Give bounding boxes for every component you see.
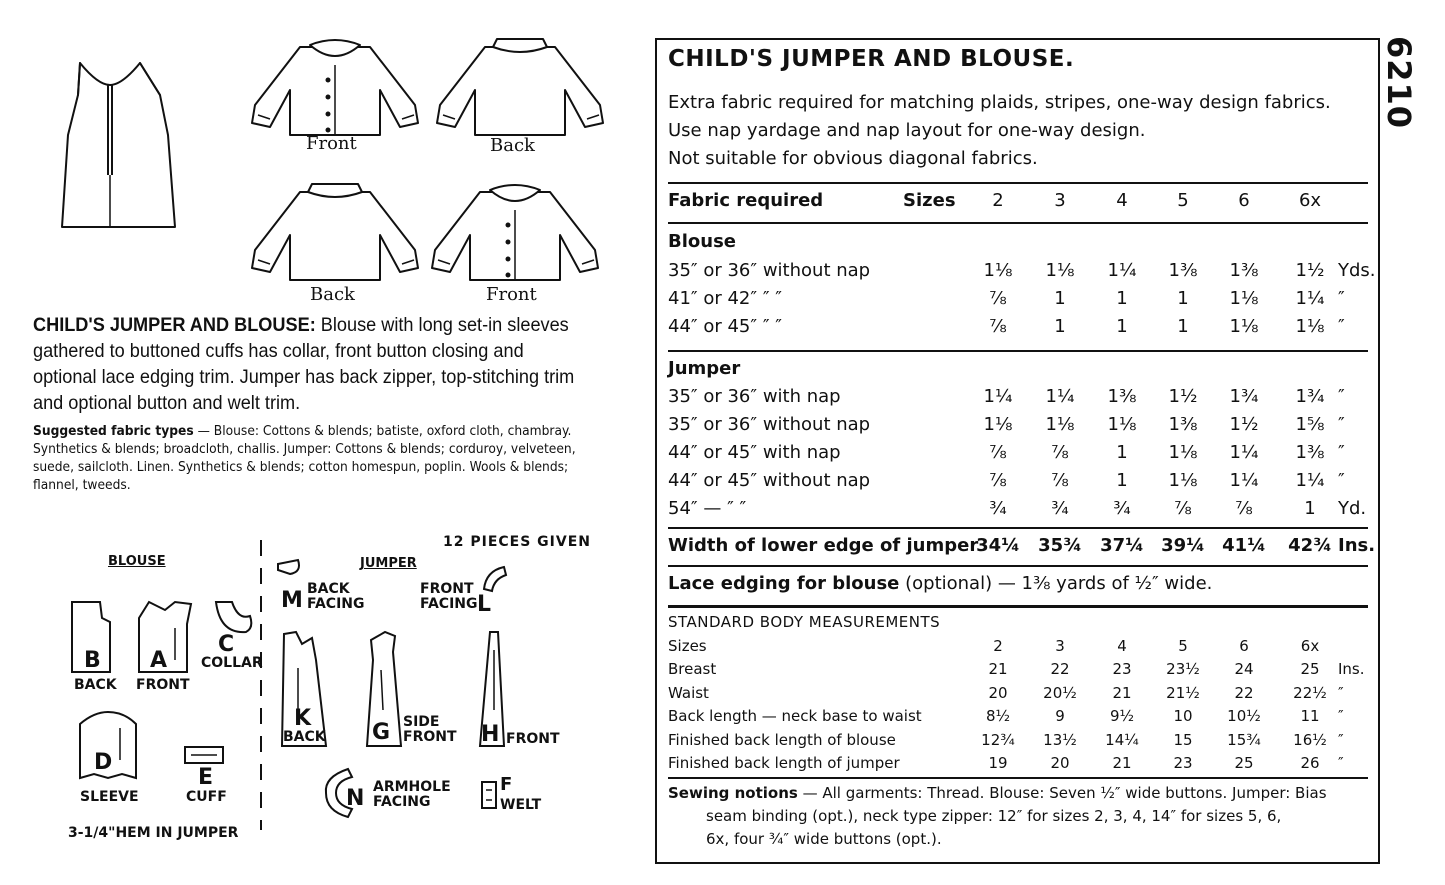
body-row-5-value-6: 26: [1300, 754, 1320, 772]
jumper-row-2-value-5: 1½: [1229, 414, 1259, 435]
size-header-value-5: 6: [1238, 190, 1250, 211]
body-row-3-value-1: 8½: [985, 707, 1011, 725]
caption-front-bottom: Front: [486, 284, 537, 305]
notions-text-1: — All garments: Thread. Blouse: Seven ½″ wide buttons. Jumper: Bias: [802, 784, 1327, 802]
piece-l-name-line1: FRONT: [420, 581, 474, 597]
notions-line-2: seam binding (opt.), neck type zipper: 12″ for sizes 2, 3, 4, 14″ for sizes 5, 6,: [706, 807, 1282, 825]
jumper-row-2-value-3: 1⅛: [1107, 414, 1137, 435]
piece-b-name: BACK: [74, 677, 117, 693]
blouse-row-2-value-4: 1: [1177, 288, 1189, 309]
body-row-5-value-4: 23: [1173, 754, 1193, 772]
jumper-row-1-value-6: 1¾: [1295, 386, 1325, 407]
jumper-row-3-value-3: 1: [1116, 442, 1128, 463]
notions-line-3: 6x, four ¾″ wide buttons (opt.).: [706, 830, 942, 848]
blouse-row-1-value-1: 1⅛: [983, 260, 1013, 281]
jumper-row-1-value-4: 1½: [1168, 386, 1198, 407]
chart-note-1: Extra fabric required for matching plaids, stripes, one-way design fabrics.: [668, 92, 1331, 113]
body-row-2-value-5: 22: [1234, 683, 1254, 702]
size-header-value-3: 4: [1116, 190, 1128, 211]
piece-d-name: SLEEVE: [80, 789, 139, 805]
jumper-row-4-value-3: 1: [1116, 470, 1128, 491]
jumper-heading: Jumper: [668, 358, 741, 379]
blouse-row-1-value-2: 1⅛: [1045, 260, 1075, 281]
blouse-row-3-unit: ″: [1338, 316, 1345, 337]
lace-row: [668, 573, 1212, 594]
lace-label: Lace edging for blouse: [668, 573, 900, 594]
body-row-3-value-4: 10: [1173, 707, 1193, 725]
chart-title-dot: .: [1064, 46, 1075, 72]
size-header-value-4: 5: [1177, 190, 1189, 211]
notions-label: Sewing notions: [668, 784, 798, 802]
chart-title: [668, 46, 1074, 72]
body-row-1-value-3: 23: [1112, 660, 1132, 678]
fabric-required-header: Fabric required: [668, 190, 824, 211]
body-row-5-label: Finished back length of jumper: [668, 754, 900, 772]
body-row-3-value-2: 9: [1055, 707, 1065, 725]
jumper-row-5-value-3: ¾: [1113, 498, 1131, 519]
body-row-2-value-2: 20½: [1043, 683, 1077, 702]
jumper-row-4-label: 44″ or 45″ without nap: [668, 470, 871, 491]
jumper-row-2-value-1: 1⅛: [983, 414, 1013, 435]
body-row-4-value-1: 12¾: [981, 730, 1015, 749]
body-row-2-unit: ″: [1338, 683, 1344, 702]
body-size-value-6: 6x: [1300, 637, 1320, 655]
piece-l-front-facing: [480, 565, 510, 595]
blouse-row-1-value-6: 1½: [1295, 260, 1325, 281]
piece-h-letter: H: [481, 722, 500, 747]
body-row-1-value-4: 23½: [1166, 660, 1200, 678]
piece-m-name-line2: FACING: [307, 596, 365, 612]
width-row-value-2: 35¾: [1038, 535, 1082, 556]
blouse-front-bottom-illustration: [420, 180, 610, 285]
pieces-count: 12 PIECES GIVEN: [443, 534, 591, 550]
fabric-types: [33, 422, 588, 494]
body-size-value-1: 2: [993, 637, 1003, 655]
piece-c-name: COLLAR: [201, 655, 263, 671]
blouse-back-top-illustration: [425, 35, 615, 140]
body-row-5-value-2: 20: [1050, 754, 1070, 772]
blouse-row-3-value-6: 1⅛: [1295, 316, 1325, 337]
rule-width: [668, 565, 1368, 567]
body-row-3-label: Back length — neck base to waist: [668, 707, 922, 725]
size-header-value-1: 2: [992, 190, 1004, 211]
width-label: Width of lower edge of jumper: [668, 535, 979, 556]
piece-g-name: [403, 715, 457, 745]
notions-line-1: [668, 784, 1327, 802]
jumper-row-2-label: 35″ or 36″ without nap: [668, 414, 871, 435]
piece-g-name-line1: SIDE: [403, 714, 440, 730]
pattern-number: 6210: [1380, 36, 1418, 130]
piece-g-letter: G: [372, 720, 391, 745]
piece-e-name: CUFF: [186, 789, 227, 805]
body-row-4-unit: ″: [1338, 730, 1344, 749]
chart-title-text: CHILD'S JUMPER AND BLOUSE: [668, 46, 1065, 72]
rule-blouse: [668, 350, 1368, 352]
piece-m-letter: M: [281, 588, 303, 613]
blouse-row-3-label: 44″ or 45″ ″ ″: [668, 316, 783, 337]
body-row-2-value-6: 22½: [1293, 683, 1327, 702]
piece-k-letter: K: [294, 706, 312, 731]
hem-note: 3-1/4"HEM IN JUMPER: [68, 825, 239, 841]
jumper-row-1-unit: ″: [1338, 386, 1345, 407]
piece-e-cuff: [183, 745, 225, 767]
piece-l-name-line2: FACING: [420, 596, 478, 612]
width-row-value-5: 41¼: [1222, 535, 1266, 556]
jumper-row-4-value-4: 1⅛: [1168, 470, 1198, 491]
piece-f-letter: F: [500, 774, 513, 795]
blouse-heading: Blouse: [668, 231, 736, 252]
piece-m-back-facing: [276, 558, 304, 578]
rule-top: [668, 182, 1368, 184]
rule-body: [668, 777, 1368, 779]
description-text: Blouse with long set-in sleeves gathered to buttoned cuffs has collar, front button closing and optional lace edging trim. Jumper has back zipper, top-stitching trim and optional button and welt trim.: [33, 314, 575, 414]
body-row-1-value-5: 24: [1234, 660, 1254, 678]
body-row-4-value-4: 15: [1173, 730, 1193, 749]
blouse-row-1-unit: Yds.: [1338, 260, 1376, 281]
body-row-1-value-2: 22: [1050, 660, 1070, 678]
width-row-value-3: 37¼: [1100, 535, 1144, 556]
rule-sizes: [668, 222, 1368, 224]
jumper-row-3-value-1: ⅞: [989, 442, 1007, 463]
body-row-3-value-3: 9½: [1109, 707, 1135, 725]
body-row-2-value-4: 21½: [1166, 683, 1200, 702]
piece-e-letter: E: [198, 765, 214, 790]
body-size-value-5: 6: [1239, 637, 1249, 655]
body-row-2-value-3: 21: [1112, 683, 1132, 702]
jumper-row-4-value-1: ⅞: [989, 470, 1007, 491]
blouse-row-1-value-5: 1⅜: [1229, 260, 1259, 281]
caption-front-top: Front: [306, 133, 357, 154]
jumper-row-3-value-6: 1⅜: [1295, 442, 1325, 463]
blouse-row-2-value-6: 1¼: [1295, 288, 1325, 309]
piece-a-name: FRONT: [136, 677, 190, 693]
description-title: CHILD'S JUMPER AND BLOUSE:: [33, 314, 316, 336]
size-header-value-2: 3: [1054, 190, 1066, 211]
jumper-row-5-label: 54″ — ″ ″: [668, 498, 747, 519]
jumper-row-3-label: 44″ or 45″ with nap: [668, 442, 841, 463]
blouse-row-2-value-1: ⅞: [989, 288, 1007, 309]
piece-n-name-line2: FACING: [373, 794, 431, 810]
piece-d-letter: D: [94, 750, 113, 775]
body-row-4-value-3: 14¼: [1105, 730, 1139, 749]
body-row-1-value-1: 21: [988, 660, 1008, 678]
jumper-row-2-value-4: 1⅜: [1168, 414, 1198, 435]
piece-l-letter: L: [477, 592, 492, 617]
body-row-4-value-5: 15¾: [1227, 730, 1261, 749]
caption-back-bottom: Back: [310, 284, 355, 305]
jumper-row-3-value-4: 1⅛: [1168, 442, 1198, 463]
piece-k-name: BACK: [283, 729, 326, 745]
body-row-1-value-6: 25: [1300, 660, 1320, 678]
sizes-header: Sizes: [903, 190, 956, 211]
body-size-value-2: 3: [1055, 637, 1065, 655]
jumper-illustration: [50, 55, 190, 235]
rule-lace: [668, 605, 1368, 608]
piece-m-name: [307, 582, 364, 612]
blouse-row-1-value-3: 1¼: [1107, 260, 1137, 281]
jumper-row-1-value-2: 1¼: [1045, 386, 1075, 407]
description: [33, 312, 591, 416]
jumper-row-5-value-4: ⅞: [1174, 498, 1192, 519]
fabric-types-label: Suggested fabric types: [33, 423, 194, 439]
piece-f-welt: [480, 780, 500, 810]
jumper-row-1-value-5: 1¾: [1229, 386, 1259, 407]
body-row-3-value-5: 10½: [1227, 707, 1261, 725]
body-row-5-value-1: 19: [988, 754, 1008, 772]
blouse-row-3-value-3: 1: [1116, 316, 1128, 337]
size-header-value-6: 6x: [1298, 190, 1322, 211]
blouse-row-2-label: 41″ or 42″ ″ ″: [668, 288, 783, 309]
blouse-row-2-value-3: 1: [1116, 288, 1128, 309]
body-row-2-label: Waist: [668, 683, 709, 702]
blouse-row-3-value-5: 1⅛: [1229, 316, 1259, 337]
jumper-row-2-value-2: 1⅛: [1045, 414, 1075, 435]
blouse-row-1-label: 35″ or 36″ without nap: [668, 260, 871, 281]
jumper-row-1-value-1: 1¼: [983, 386, 1013, 407]
piece-n-letter: N: [346, 786, 365, 811]
pattern-number-box: [1378, 28, 1434, 128]
jumper-row-4-value-2: ⅞: [1051, 470, 1069, 491]
jumper-row-5-value-5: ⅞: [1235, 498, 1253, 519]
body-sizes-label: Sizes: [668, 637, 707, 655]
blouse-front-top-illustration: [240, 35, 430, 140]
body-row-2-value-1: 20: [988, 683, 1008, 702]
pieces-divider: [258, 540, 264, 830]
blouse-row-2-value-2: 1: [1054, 288, 1066, 309]
jumper-row-3-unit: ″: [1338, 442, 1345, 463]
piece-b-letter: B: [84, 648, 101, 673]
body-row-3-value-6: 11: [1300, 707, 1320, 725]
jumper-row-3-value-5: 1¼: [1229, 442, 1259, 463]
jumper-row-2-unit: ″: [1338, 414, 1345, 435]
jumper-row-4-unit: ″: [1338, 470, 1345, 491]
jumper-row-4-value-5: 1¼: [1229, 470, 1259, 491]
body-row-4-value-6: 16½: [1293, 730, 1327, 749]
piece-a-letter: A: [150, 648, 168, 673]
blouse-row-2-unit: ″: [1338, 288, 1345, 309]
body-size-value-3: 4: [1117, 637, 1127, 655]
chart-note-3: Not suitable for obvious diagonal fabrics.: [668, 148, 1038, 169]
blouse-row-3-value-4: 1: [1177, 316, 1189, 337]
width-row-value-6: 42¾: [1288, 535, 1332, 556]
caption-back-top: Back: [490, 135, 535, 156]
width-row-unit: Ins.: [1338, 535, 1376, 556]
blouse-row-2-value-5: 1⅛: [1229, 288, 1259, 309]
jumper-row-4-value-6: 1¼: [1295, 470, 1325, 491]
chart-note-2: Use nap yardage and nap layout for one-way design.: [668, 120, 1146, 141]
piece-m-name-line1: BACK: [307, 581, 350, 597]
lace-text: (optional) — 1⅜ yards of ½″ wide.: [905, 573, 1213, 594]
jumper-row-5-unit: Yd.: [1338, 498, 1367, 519]
width-row-value-4: 39¼: [1161, 535, 1205, 556]
blouse-back-bottom-illustration: [240, 180, 430, 285]
piece-n-name: [373, 780, 451, 810]
piece-h-name: FRONT: [506, 731, 560, 747]
blouse-row-1-value-4: 1⅜: [1168, 260, 1198, 281]
jumper-pieces-heading: JUMPER: [360, 556, 417, 571]
body-row-5-unit: ″: [1338, 754, 1344, 772]
jumper-row-2-value-6: 1⅝: [1295, 414, 1325, 435]
jumper-row-5-value-6: 1: [1304, 498, 1316, 519]
jumper-row-3-value-2: ⅞: [1051, 442, 1069, 463]
jumper-row-5-value-1: ¾: [989, 498, 1007, 519]
body-row-1-label: Breast: [668, 660, 717, 678]
rule-jumper: [668, 527, 1368, 529]
body-measurements-heading: STANDARD BODY MEASUREMENTS: [668, 613, 941, 631]
body-row-3-unit: ″: [1338, 707, 1344, 725]
body-row-1-unit: Ins.: [1338, 660, 1365, 678]
fabric-types-text: — Blouse: Cottons & blends; batiste, oxford cloth, chambray. Synthetics & blends; broadcloth, challis. Jumper: Cottons & blends; corduroy, velveteen, suede, sailcloth. Linen. Synthetics & blends; cotton homespun, poplin. Wools & blends; flannel, tweeds.: [33, 423, 576, 493]
body-row-4-value-2: 13½: [1043, 730, 1077, 749]
piece-n-name-line1: ARMHOLE: [373, 779, 451, 795]
blouse-row-3-value-2: 1: [1054, 316, 1066, 337]
jumper-row-5-value-2: ¾: [1051, 498, 1069, 519]
body-size-value-4: 5: [1178, 637, 1188, 655]
body-row-4-label: Finished back length of blouse: [668, 730, 896, 749]
body-row-5-value-5: 25: [1234, 754, 1254, 772]
piece-l-name: [420, 582, 477, 612]
piece-f-name: WELT: [500, 797, 542, 813]
width-row-value-1: 34¼: [976, 535, 1020, 556]
jumper-row-1-label: 35″ or 36″ with nap: [668, 386, 841, 407]
piece-c-letter: C: [218, 632, 235, 657]
blouse-pieces-heading: BLOUSE: [108, 554, 166, 569]
piece-g-name-line2: FRONT: [403, 729, 457, 745]
jumper-row-1-value-3: 1⅜: [1107, 386, 1137, 407]
blouse-row-3-value-1: ⅞: [989, 316, 1007, 337]
body-row-5-value-3: 21: [1112, 754, 1132, 772]
